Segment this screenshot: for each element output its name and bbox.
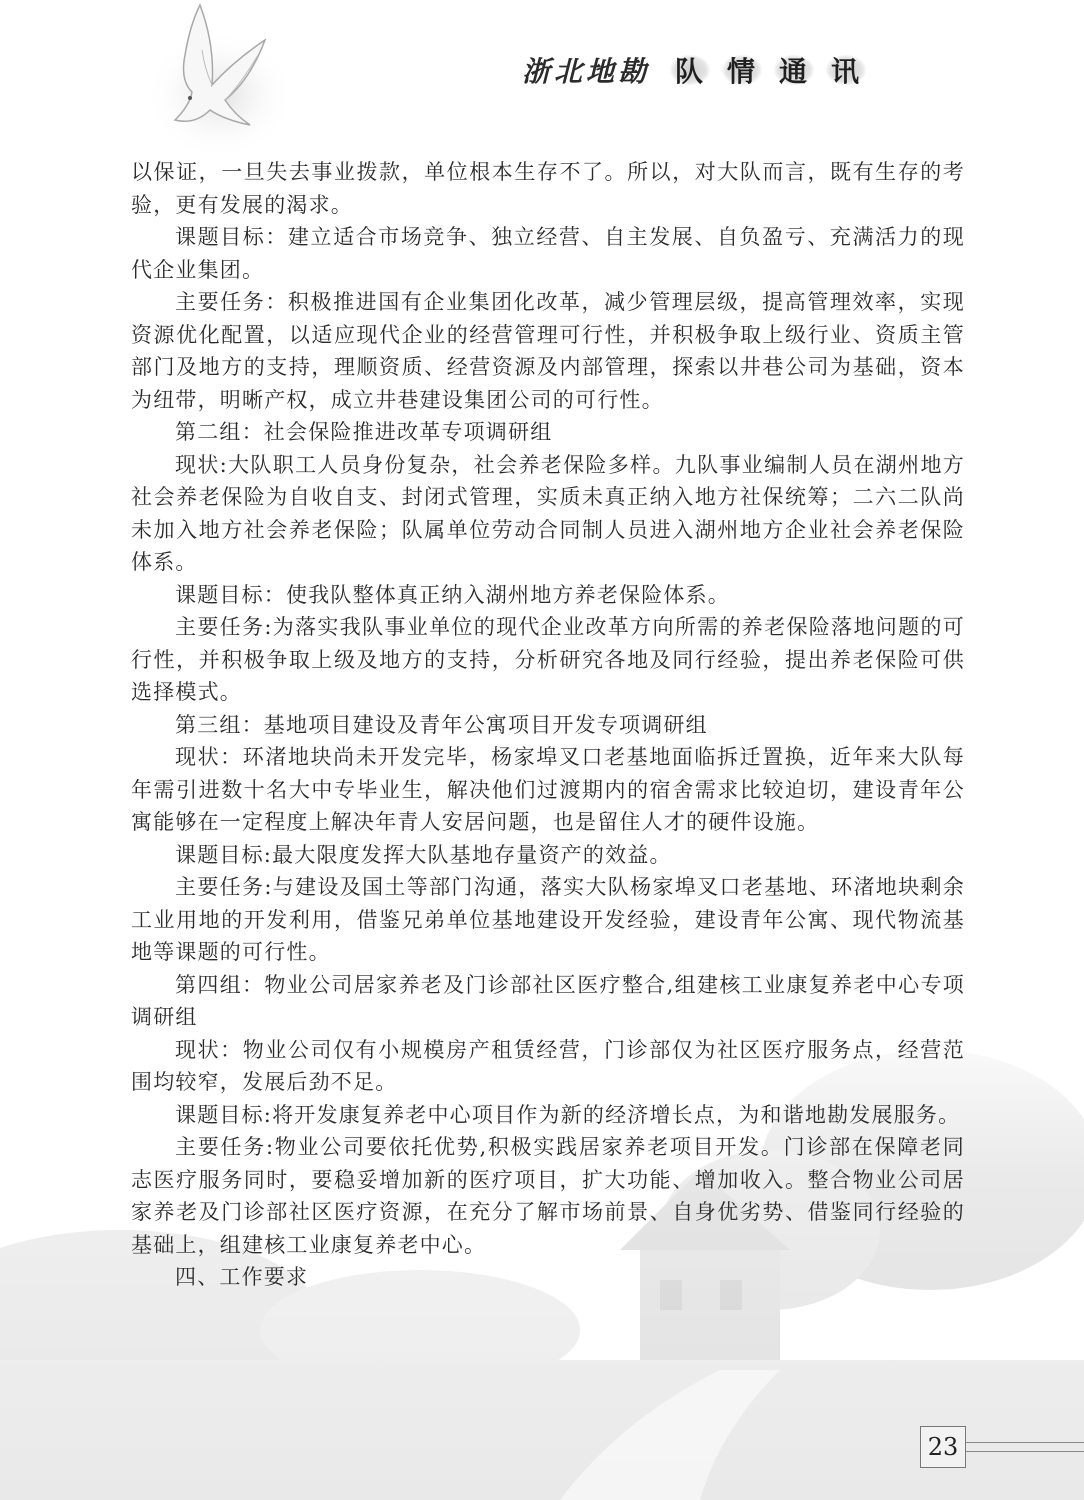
header-publication-name <box>668 51 866 89</box>
paragraph: 课题目标：建立适合市场竞争、独立经营、自主发展、自负盈亏、充满活力的现代企业集团。 <box>131 225 965 282</box>
page-number: 23 <box>920 1426 966 1468</box>
article-body <box>131 156 965 1294</box>
header-char: 队 <box>668 51 710 89</box>
paragraph: 现状:大队职工人员身份复杂，社会养老保险多样。九队事业编制人员在湖州地方社会养老保险为自收自支、封闭式管理，实质未真正纳入地方社保统筹；二六二队尚未加入地方社会养老保险；队属单位劳动合同制人员进入湖州地方企业社会养老保险体系。 <box>131 452 965 574</box>
magazine-header <box>522 50 962 90</box>
paragraph: 主要任务:物业公司要依托优势,积极实践居家养老项目开发。门诊部在保障老同志医疗服务同时，要稳妥增加新的医疗项目，扩大功能、增加收入。整合物业公司居家养老及门诊部社区医疗资源，在充分了解市场前景、自身优劣势、借鉴同行经验的基础上，组建核工业康复养老中心。 <box>131 1135 965 1257</box>
paragraph: 主要任务：积极推进国有企业集团化改革，减少管理层级，提高管理效率，实现资源优化配置，以适应现代企业的经营管理可行性，并积极争取上级行业、资质主管部门及地方的支持，理顺资质、经营资源及内部管理，探索以井巷公司为基础，资本为纽带，明晰产权，成立井巷建设集团公司的可行性。 <box>131 290 965 412</box>
paragraph: 以保证，一旦失去事业拨款，单位根本生存不了。所以，对大队而言，既有生存的考验，更有发展的渴求。 <box>131 160 965 217</box>
paragraph: 课题目标:将开发康复养老中心项目作为新的经济增长点，为和谐地勘发展服务。 <box>175 1102 961 1127</box>
section-heading: 第二组：社会保险推进改革专项调研组 <box>175 420 553 444</box>
paragraph: 现状：物业公司仅有小规模房产租赁经营，门诊部仅为社区医疗服务点，经营范围均较窄，发展后劲不足。 <box>131 1037 965 1094</box>
paragraph: 主要任务:为落实我队事业单位的现代企业改革方向所需的养老保险落地问题的可行性，并积极争取上级及地方的支持，分析研究各地及同行经验，提出养老保险可供选择模式。 <box>131 615 965 704</box>
paragraph: 课题目标:最大限度发挥大队基地存量资产的效益。 <box>175 842 672 867</box>
section-heading: 四、工作要求 <box>175 1265 309 1289</box>
paragraph: 课题目标：使我队整体真正纳入湖州地方养老保险体系。 <box>175 582 730 607</box>
header-char: 讯 <box>824 51 866 89</box>
page-number-rule <box>966 1442 1084 1452</box>
section-heading: 第三组：基地项目建设及青年公寓项目开发专项调研组 <box>175 712 708 737</box>
paragraph: 主要任务:与建设及国土等部门沟通，落实大队杨家埠叉口老基地、环渚地块剩余工业用地的开发利用，借鉴兄弟单位基地建设开发经验，建设青年公寓、现代物流基地等课题的可行性。 <box>131 875 965 964</box>
section-heading: 第四组：物业公司居家养老及门诊部社区医疗整合,组建核工业康复养老中心专项调研组 <box>131 972 965 1029</box>
dove-icon <box>140 0 290 160</box>
paragraph: 现状：环渚地块尚未开发完毕，杨家埠叉口老基地面临拆迁置换，近年来大队每年需引进数十名大中专毕业生，解决他们过渡期内的宿舍需求比较迫切，建设青年公寓能够在一定程度上解决年青人安居问题，也是留住人才的硬件设施。 <box>131 745 965 834</box>
header-char: 通 <box>772 51 814 89</box>
header-org-name: 浙北地勘 <box>522 55 651 88</box>
header-char: 情 <box>720 51 762 89</box>
